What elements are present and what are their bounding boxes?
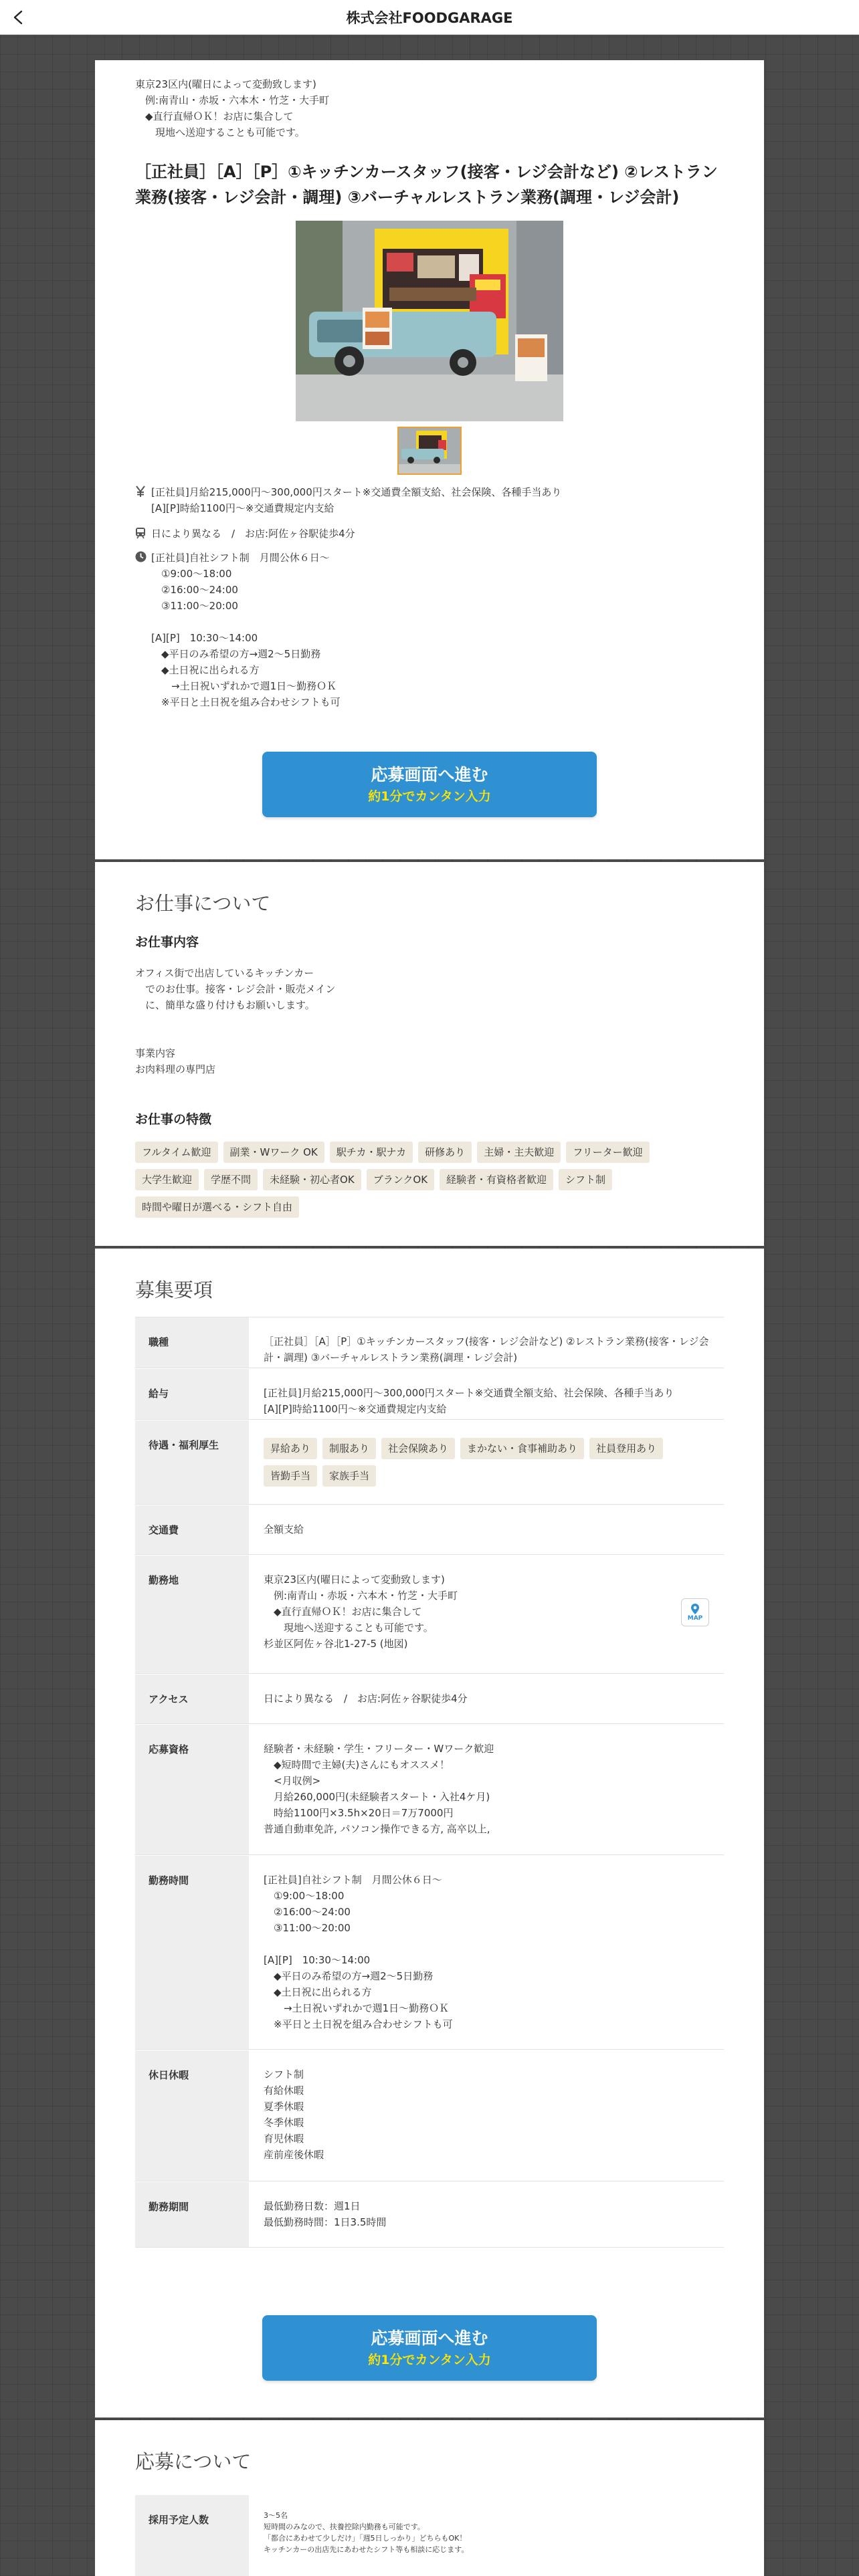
apply-button-sublabel: 約1分でカンタン入力: [368, 2353, 491, 2367]
hours-text: [正社員]自社シフト制 月間公休６日～ ①9:00～18:00 ②16:00～24:00 ③11:00～20:00 [A][P] 10:30～14:00 ◆平日のみ希望の方→週2～5日勤務 ◆土日祝に出られる方 →土日祝いずれかで週1日～勤務ＯＫ ※平日と土日祝を組み合わせシフトも可: [151, 552, 341, 708]
feature-tag: 社会保険あり: [381, 1438, 455, 1459]
work-content-text: オフィス街で出店しているキッチンカー でのお仕事。接客・レジ会計・販売メイン に、簡単な盛り付けもお願いします。 事業内容 お肉料理の専門店: [135, 967, 336, 1075]
feature-tag: 皆勤手当: [264, 1465, 317, 1487]
map-button[interactable]: [681, 1598, 709, 1626]
map-pin-icon: [690, 1603, 700, 1615]
feature-tag: シフト制: [559, 1169, 612, 1190]
requirement-label: 勤務時間: [135, 1856, 249, 2049]
work-features-list: [135, 1142, 684, 1218]
feature-tag: 駅チカ・駅ナカ: [330, 1142, 413, 1163]
requirement-label: 勤務期間: [135, 2182, 249, 2247]
requirement-value: 東京23区内(曜日によって変動致します) 例:南青山・赤坂・六本木・竹芝・大手町 ◆直行直帰ＯＫ！お店に集合して 現地へ送迎することも可能です。 杉並区阿佐ヶ谷北1-27-5 (地図): [264, 1574, 458, 1650]
map-button-label: MAP: [687, 1615, 703, 1622]
yen-icon: [135, 486, 146, 498]
job-title: ［正社員］［A］［P］①キッチンカースタッフ(接客・レジ会計など) ②レストラン業務(接客・レジ会計・調理) ③バーチャルレストラン業務(調理・レジ会計): [135, 163, 718, 207]
salary-text: [正社員]月給215,000円～300,000円スタート※交通費全額支給、社会保険、各種手当あり [A][P]時給1100円～※交通費規定内支給: [151, 486, 562, 514]
train-icon: [135, 527, 146, 539]
access-info: [135, 526, 724, 542]
apply-button-label: 応募画面へ進む: [371, 765, 488, 784]
feature-tag: 昇給あり: [264, 1438, 317, 1459]
feature-tag: 経験者・有資格者歓迎: [440, 1169, 553, 1190]
feature-tag: 時間や曜日が選べる・シフト自由: [135, 1196, 299, 1218]
requirement-row-transport: [135, 1505, 724, 1555]
requirement-value: シフト制 有給休暇 夏季休暇 冬季休暇 育児休暇 産前産後休暇: [264, 2068, 324, 2161]
feature-tag: 家族手当: [322, 1465, 376, 1487]
planned-hires-value: 3～5名 短時間のみなので、扶養控除内勤務も可能です。 「都合にあわせて少しだけ」「週5日しっかり」どちらもOK！ キッチンカーの出店先にあわせたシフト等も相談に応じます。: [264, 2511, 469, 2554]
requirements-heading: 募集要項: [135, 1279, 213, 1301]
requirement-label: 待遇・福利厚生: [135, 1420, 249, 1504]
access-text: 日により異なる / お店:阿佐ヶ谷駅徒歩4分: [151, 528, 355, 540]
planned-hires-label: 採用予定人数: [135, 2495, 249, 2576]
job-photo-thumbnail[interactable]: [397, 427, 462, 475]
requirement-value: 最低勤務日数：週1日 最低勤務時間：1日3.5時間: [264, 2200, 387, 2228]
requirement-value: [正社員]月給215,000円～300,000円スタート※交通費全額支給、社会保険、各種手当あり [A][P]時給1100円～※交通費規定内支給: [264, 1387, 674, 1415]
feature-tag: 制服あり: [322, 1438, 376, 1459]
requirement-label: 勤務地: [135, 1555, 249, 1673]
apply-button-bottom[interactable]: [262, 2315, 597, 2381]
benefit-tags-list: [264, 1438, 710, 1487]
application-section: [95, 2420, 764, 2576]
feature-tag: まかない・食事補助あり: [460, 1438, 584, 1459]
feature-tag: 副業・Wワーク OK: [223, 1142, 324, 1163]
clock-icon: [135, 551, 147, 562]
location-summary: 東京23区内(曜日によって変動致します) 例:南青山・赤坂・六本木・竹芝・大手町 ◆直行直帰ＯＫ！お店に集合して 現地へ送迎することも可能です。: [135, 78, 330, 138]
requirement-row-hours: [135, 1856, 724, 2050]
requirement-label: 給与: [135, 1369, 249, 1419]
top-bar: [0, 0, 859, 35]
back-button[interactable]: [8, 7, 29, 28]
apply-button-top[interactable]: [262, 752, 597, 817]
requirement-label: 職種: [135, 1317, 249, 1368]
work-section-heading: お仕事について: [135, 892, 271, 915]
requirement-value: ［正社員］［A］［P］①キッチンカースタッフ(接客・レジ会計など) ②レストラン業務(接客・レジ会計・調理) ③バーチャルレストラン業務(調理・レジ会計): [264, 1335, 709, 1364]
feature-tag: フルタイム歓迎: [135, 1142, 218, 1163]
requirement-label: 休日休暇: [135, 2050, 249, 2181]
requirement-row-position: [135, 1317, 724, 1368]
work-features-heading: お仕事の特徴: [135, 1112, 212, 1127]
feature-tag: 社員登用あり: [589, 1438, 663, 1459]
work-content-heading: お仕事内容: [135, 935, 199, 950]
job-summary-card: [95, 60, 764, 859]
requirement-value: [正社員]自社シフト制 月間公休６日～ ①9:00～18:00 ②16:00～24:00 ③11:00～20:00 [A][P] 10:30～14:00 ◆平日のみ希望の方→週2～5日勤務 ◆土日祝に出られる方 →土日祝いずれかで週1日～勤務ＯＫ ※平日と土日祝を組み合わせシフトも可: [264, 1874, 453, 2030]
feature-tag: 未経験・初心者OK: [263, 1169, 361, 1190]
feature-tag: 研修あり: [418, 1142, 472, 1163]
apply-button-label: 応募画面へ進む: [371, 2329, 488, 2348]
requirements-section: [95, 1249, 764, 2418]
requirement-row-salary: [135, 1369, 724, 1420]
salary-info: [135, 484, 724, 516]
requirement-row-benefits: [135, 1420, 724, 1505]
requirement-row-holidays: [135, 2050, 724, 2181]
job-photo-main[interactable]: [296, 221, 563, 421]
apply-button-sublabel: 約1分でカンタン入力: [368, 789, 491, 804]
feature-tag: 主婦・主夫歓迎: [477, 1142, 561, 1163]
requirement-row-qualifications: [135, 1725, 724, 1855]
application-heading: 応募について: [135, 2450, 252, 2473]
work-section: [95, 862, 764, 1246]
hours-info: [135, 550, 724, 710]
requirement-row-access: [135, 1675, 724, 1724]
requirement-value: 日により異なる / お店:阿佐ヶ谷駅徒歩4分: [264, 1693, 468, 1705]
chevron-left-icon: [11, 10, 26, 25]
feature-tag: 大学生歓迎: [135, 1169, 199, 1190]
feature-tag: フリーター歓迎: [566, 1142, 649, 1163]
requirement-label: 交通費: [135, 1505, 249, 1554]
feature-tag: 学歴不問: [204, 1169, 258, 1190]
requirement-row-location: [135, 1555, 724, 1674]
requirement-label: アクセス: [135, 1675, 249, 1723]
feature-tag: ブランクOK: [367, 1169, 434, 1190]
page-title: 株式会社FOODGARAGE: [346, 9, 513, 26]
requirement-row-period: [135, 2182, 724, 2248]
requirement-value: 経験者・未経験・学生・フリーター・Wワーク歓迎 ◆短時間で主婦(夫)さんにもオススメ！ <月収例> 月給260,000円(未経験者スタート・入社4ケ月) 時給1100円×3.5h×20日＝7万7000円 普通自動車免許, パソコン操作できる方, 高卒以上,: [264, 1743, 494, 1835]
requirement-label: 応募資格: [135, 1725, 249, 1854]
requirement-value: 全額支給: [264, 1523, 304, 1535]
